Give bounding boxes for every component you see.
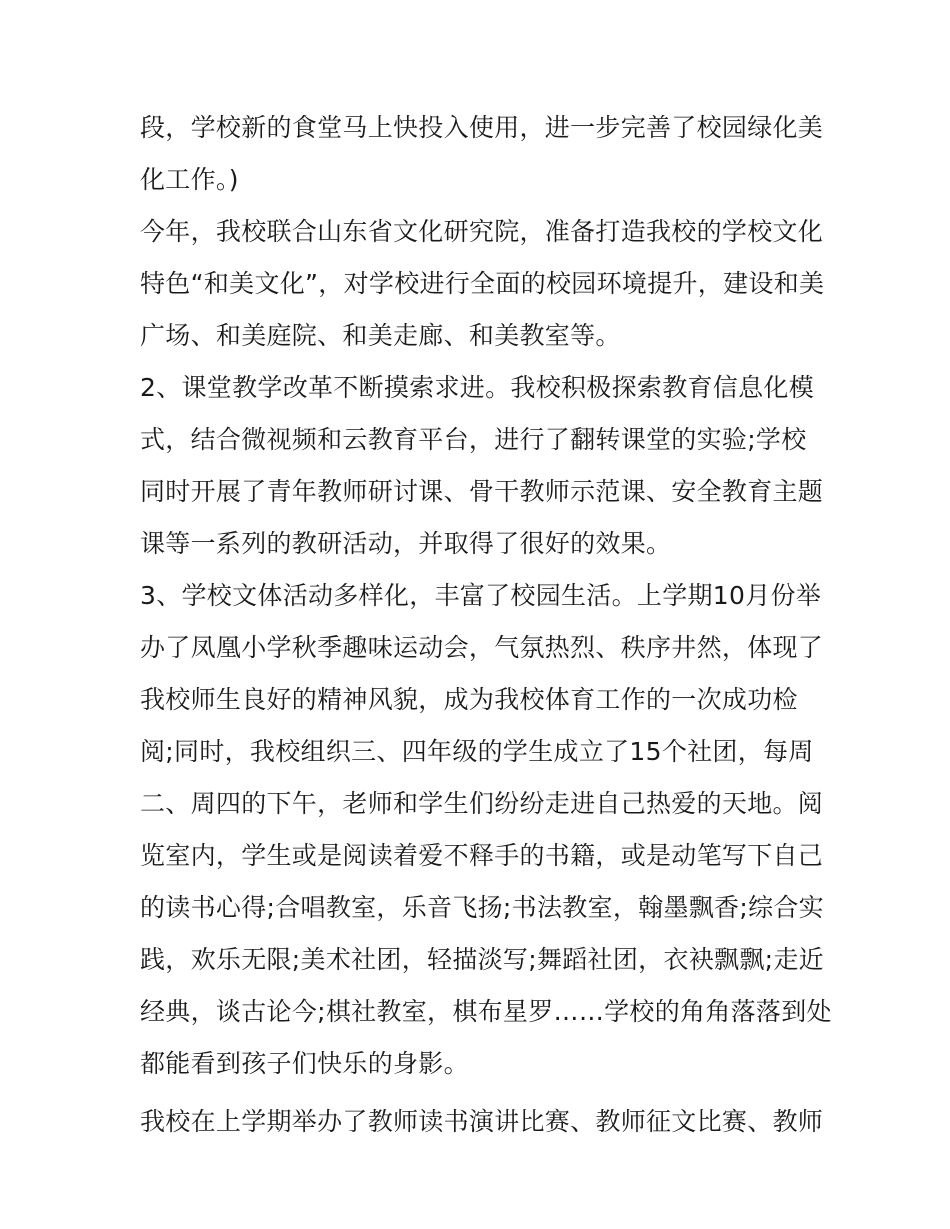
text-line: 化工作。) bbox=[140, 165, 239, 194]
text-line: 2、课堂教学改革不断摸索求进。我校积极探索教育信息化模 bbox=[140, 373, 815, 402]
text-line: 践，欢乐无限;美术社团，轻描淡写;舞蹈社团，衣袂飘飘;走近 bbox=[140, 945, 824, 974]
text-line: 二、周四的下午，老师和学生们纷纷走进自己热爱的天地。阅 bbox=[140, 789, 824, 818]
text-line: 经典，谈古论今;棋社教室，棋布星罗……学校的角角落落到处 bbox=[140, 997, 832, 1026]
text-line: 我校在上学期举办了教师读书演讲比赛、教师征文比赛、教师 bbox=[140, 1107, 824, 1136]
text-line: 今年，我校联合山东省文化研究院，准备打造我校的学校文化 bbox=[140, 217, 824, 246]
text-line: 课等一系列的教研活动，并取得了很好的效果。 bbox=[140, 529, 672, 558]
text-line: 广场、和美庭院、和美走廊、和美教室等。 bbox=[140, 321, 621, 350]
text-line: 我校师生良好的精神风貌，成为我校体育工作的一次成功检 bbox=[140, 685, 798, 714]
text-line: 同时开展了青年教师研讨课、骨干教师示范课、安全教育主题 bbox=[140, 477, 824, 506]
text-line: 的读书心得;合唱教室，乐音飞扬;书法教室，翰墨飘香;综合实 bbox=[140, 893, 824, 922]
document-body bbox=[140, 102, 832, 1148]
text-line: 3、学校文体活动多样化，丰富了校园生活。上学期10月份举 bbox=[140, 581, 822, 610]
text-line: 办了凤凰小学秋季趣味运动会，气氛热烈、秩序井然，体现了 bbox=[140, 633, 824, 662]
text-line: 段，学校新的食堂马上快投入使用，进一步完善了校园绿化美 bbox=[140, 113, 824, 142]
text-line: 特色“和美文化”，对学校进行全面的校园环境提升，建设和美 bbox=[140, 269, 825, 298]
text-line: 都能看到孩子们快乐的身影。 bbox=[140, 1049, 469, 1078]
text-line: 式，结合微视频和云教育平台，进行了翻转课堂的实验;学校 bbox=[140, 425, 807, 454]
text-line: 览室内，学生或是阅读着爱不释手的书籍，或是动笔写下自己 bbox=[140, 841, 824, 870]
text-line: 阅;同时，我校组织三、四年级的学生成立了15个社团，每周 bbox=[140, 737, 814, 766]
